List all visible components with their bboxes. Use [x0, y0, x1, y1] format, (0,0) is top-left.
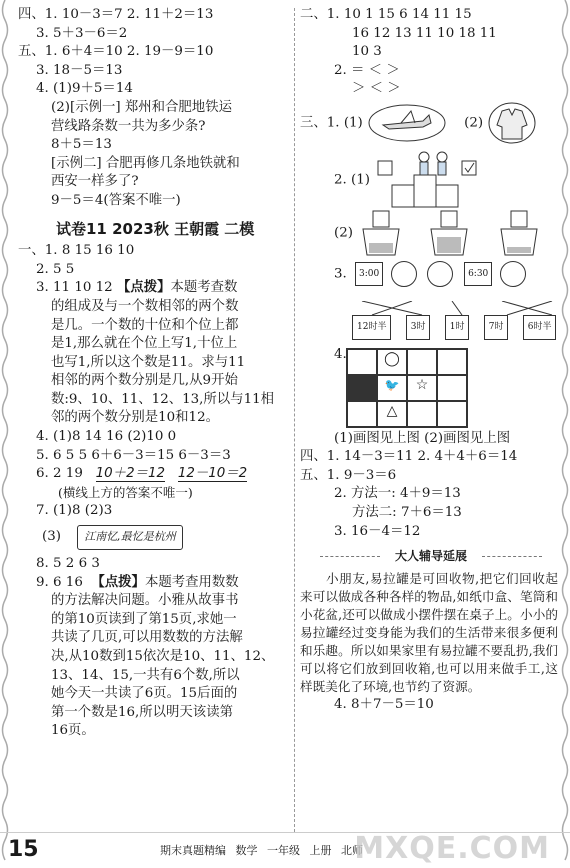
answer-note: (横线上方的答案不唯一) [58, 484, 193, 500]
answer-line: [示例二] 合肥再修几条地铁就和 [51, 155, 240, 171]
answer-text: (2) [334, 225, 353, 241]
digital-clock: 6:30 [464, 262, 492, 287]
hint-text: 本题考查用数数 [144, 574, 239, 590]
matching-lines [352, 301, 570, 315]
answer-line: 3. 18－5＝13 [36, 62, 123, 78]
digital-clock: 3:00 [355, 262, 383, 287]
answer-line: 3. 5＋3－6＝2 [36, 25, 128, 41]
left-column [18, 6, 290, 741]
hint-line: 相邻的两个数分别是几,从9开始 [51, 373, 238, 389]
cups-picture [357, 209, 547, 257]
answer-line: 五、1. 6＋4＝10 2. 19－9＝10 [18, 44, 214, 60]
answer-text: 4. [334, 346, 347, 362]
clock-face-icon [391, 261, 417, 287]
answer-line: 8＋5＝13 [51, 137, 112, 153]
clock-face-icon [427, 261, 453, 287]
hint-line: 邻的两个数分别是10和12。 [51, 410, 219, 426]
answer-line: 五、1. 9－3＝6 [300, 467, 397, 483]
hint-tag: 【点拨】 [91, 574, 145, 590]
answer-line: 营线路条数一共为多少条? [51, 118, 206, 134]
answer-line: 3. 16－4＝12 [334, 523, 421, 539]
time-label: 6时半 [523, 315, 557, 340]
coat-picture [487, 101, 537, 145]
tutoring-paragraph: 小朋友,易拉罐是可回收物,把它们回收起来可以做成各种各样的物品,如纸巾盒、笔筒和小花盆,还可以做成小摆件摆在桌子上。小小的易拉罐经过变身能为我们的生活带来很多便利和乐趣。所以如果家里有易拉罐不要乱扔,我们可以将它们放到回收箱,也可以用来做手工,这样既美化了环境,也节约了资源。 [300, 570, 558, 694]
hint-tag: 【点拨】 [116, 280, 171, 296]
answer-text: 6. 2 19 [36, 466, 83, 482]
answer-line: 8. 5 2 6 3 [36, 556, 100, 572]
answer-text: 9. 6 16 [36, 574, 83, 590]
answer-line: 10 3 [352, 44, 382, 60]
hint-line: 13、14、15,一共有6个数,所以 [51, 667, 240, 683]
time-label: 7时 [484, 315, 509, 340]
hint-line: 她今天一共读了6页。15后面的 [51, 686, 238, 702]
hint-line: 决,从10数到15依次是10、11、12、 [51, 649, 275, 664]
hint-line: 第一个数是16,所以明天该读第 [51, 704, 233, 720]
answer-line: (1)画图见上图 (2)画图见上图 [334, 430, 511, 446]
shape-grid: ◯ 🐦 ☆ △ [346, 348, 468, 428]
time-label: 12时半 [352, 315, 391, 340]
poem-box: 江南忆,最忆是杭州 [77, 525, 183, 550]
answer-line: 16 12 13 11 10 18 11 [352, 25, 497, 41]
time-label: 3时 [406, 315, 431, 340]
answer-line: 4. (1)8 14 16 (2)10 0 [36, 429, 177, 445]
answer-line: 4. 8＋7－5＝10 [334, 696, 434, 712]
page-number: 15 [8, 837, 39, 862]
answer-text: (2) [464, 115, 484, 131]
answer-text: (3) [42, 529, 61, 545]
answer-line: 2. 方法一: 4＋9＝13 [334, 486, 461, 502]
answer-line: 7. (1)8 (2)3 [36, 503, 113, 519]
left-wave-border [0, 0, 10, 868]
hint-line: 的第10页读到了第15页,求她一 [51, 611, 237, 627]
airplane-picture [367, 101, 447, 145]
answer-line: 4. (1)9＋5＝14 [36, 81, 133, 97]
hint-line: 的组成及与一个数相邻的两个数 [51, 298, 239, 314]
hint-line: 也写1,所以这个数是11。求与11 [51, 354, 246, 370]
answer-line: ＞ ＜ ＞ [352, 81, 401, 97]
answer-line: 2. ＝ ＜ ＞ [334, 62, 400, 78]
hint-line: 是几。一个数的十位和个位上都 [51, 317, 239, 333]
answer-line: 二、1. 10 1 15 6 14 11 15 [300, 7, 472, 22]
time-label: 1时 [445, 315, 470, 340]
answer-text: 3. [334, 266, 347, 282]
hint-line: 的方法解决问题。小雅从故事书 [51, 593, 239, 609]
hint-line: 数:9、10、11、12、13,所以与11相 [51, 391, 274, 407]
column-divider [294, 8, 295, 832]
answer-line: 9－5＝4(答案不唯一) [51, 192, 181, 208]
answer-line: 2. 5 5 [36, 261, 75, 277]
answer-line: 5. 6 5 5 6＋6－3＝15 6－3＝3 [36, 447, 231, 463]
answer-line: 一、1. 8 15 16 10 [18, 243, 135, 259]
answer-text: 三、1. (1) [300, 115, 363, 131]
answer-text: 2. (1) [334, 172, 371, 188]
section-heading: 大人辅导延展 [300, 547, 562, 566]
exam-title: 试卷11 2023秋 王朝霞 二模 [56, 219, 255, 238]
handwritten-answer: 12－10＝2 [177, 466, 248, 482]
answer-line: (2)[示例一] 郑州和合肥地铁运 [51, 99, 232, 115]
page-footer [0, 832, 570, 868]
answer-line: 方法二: 7＋6＝13 [352, 504, 462, 520]
answer-line: 西安一样多了? [51, 174, 139, 190]
answer-line: 四、1. 14－3＝11 2. 4＋4＋6＝14 [300, 449, 518, 465]
watermark: MXQE.COM [354, 831, 550, 866]
clock-face-icon [500, 261, 526, 287]
right-column [300, 6, 562, 714]
answer-line: 四、1. 10－3＝7 2. 11＋2＝13 [18, 7, 214, 22]
hint-line: 16页。 [51, 723, 95, 739]
book-info: 期末真题精编 数学 一年级 上册 北师 [160, 844, 363, 857]
answer-text: 3. 11 10 12 [36, 280, 113, 296]
hint-line: 共读了几页,可以用数数的方法解 [51, 630, 243, 646]
hint-text: 本题考查数 [170, 280, 238, 296]
handwritten-answer: 10＋2＝12 [95, 466, 166, 482]
hint-line: 是1,那么就在个位上写1,十位上 [51, 336, 238, 352]
stairs-children-picture [374, 151, 484, 209]
